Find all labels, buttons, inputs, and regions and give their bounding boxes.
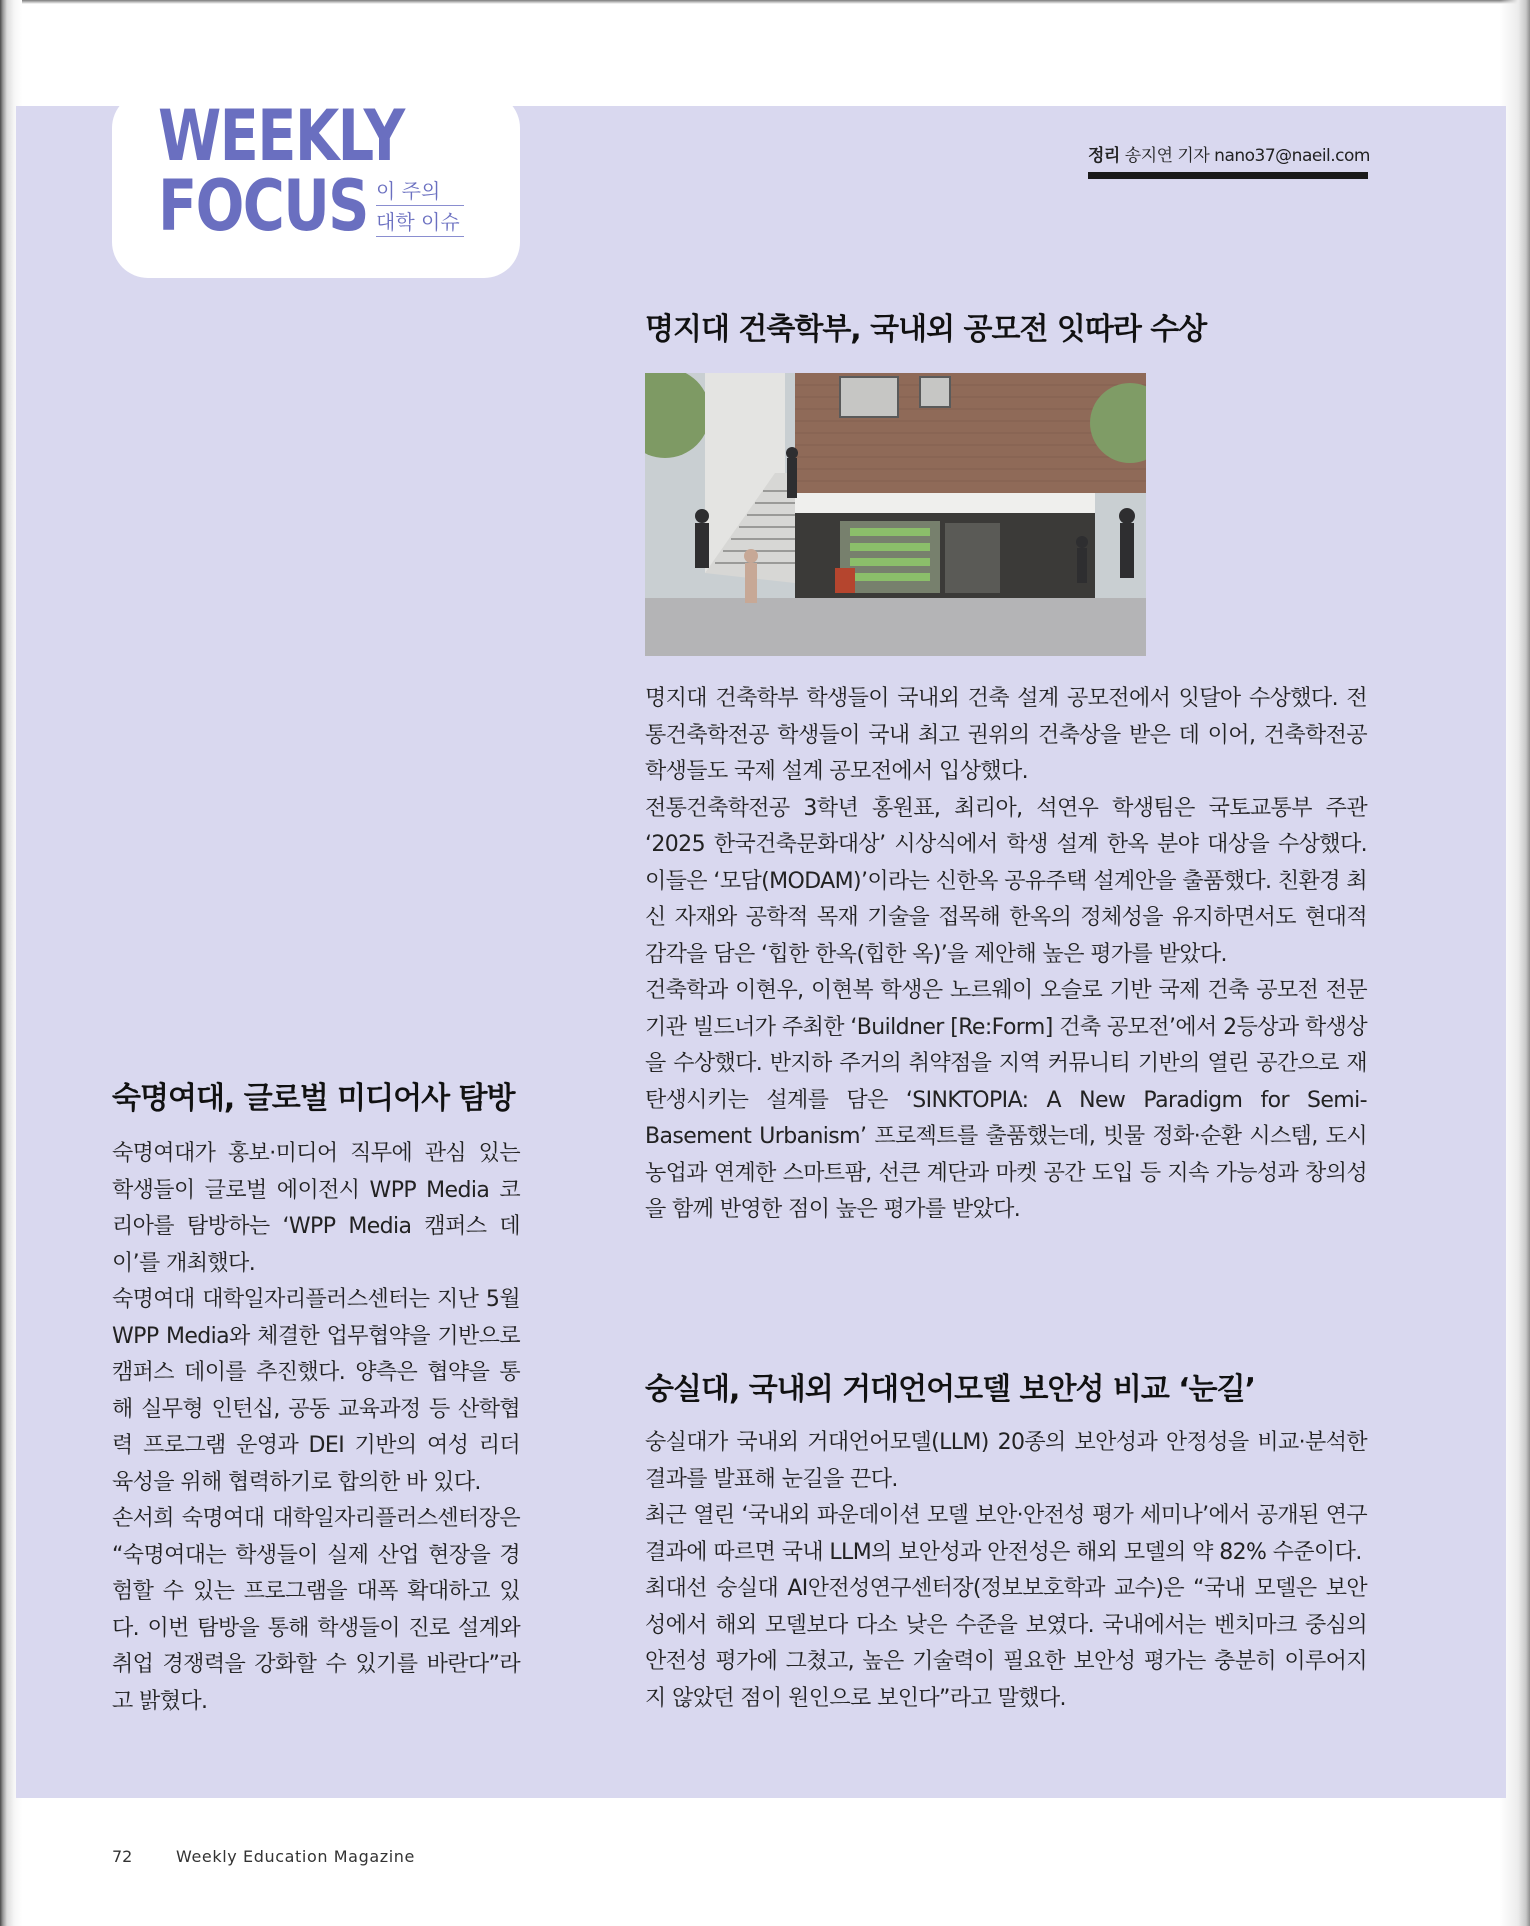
logo-subtitle-line2: 대학 이슈 <box>376 209 464 237</box>
paragraph: 숭실대가 국내외 거대언어모델(LLM) 20종의 보안성과 안정성을 비교·분석한 결과를 발표해 눈길을 끈다. <box>645 1430 1367 1492</box>
article-body-sookmyung <box>112 1136 520 1720</box>
paragraph: 숙명여대가 홍보·미디어 직무에 관심 있는 학생들이 글로벌 에이전시 WPP Media 코리아를 탐방하는 ‘WPP Media 캠퍼스 데이’를 개최했다. <box>112 1141 520 1276</box>
building-illustration <box>645 373 1146 656</box>
headline-myongji: 명지대 건축학부, 국내외 공모전 잇따라 수상 <box>645 312 1207 347</box>
byline-label: 정리 <box>1088 146 1120 166</box>
paragraph: 최대선 숭실대 AI안전성연구센터장(정보보호학과 교수)은 “국내 모델은 보안성에서 해외 모델보다 다소 낮은 수준을 보였다. 국내에서는 벤치마크 중심의 안전성 평가에 그쳤고, 높은 기술력이 필요한 보안성 평가는 충분히 이루어지지 않았던 점이 원인으로 보인다”라고 말했다. <box>645 1576 1367 1711</box>
page-edge-top <box>0 0 1530 4</box>
magazine-name: Weekly Education Magazine <box>176 1847 415 1866</box>
paragraph: 숙명여대 대학일자리플러스센터는 지난 5월 WPP Media와 체결한 업무협약을 기반으로 캠퍼스 데이를 추진했다. 양측은 협약을 통해 실무형 인턴십, 공동 교육과정 등 산학협력 프로그램 운영과 DEI 기반의 여성 리더 육성을 위해 협력하기로 합의한 바 있다. <box>112 1287 520 1495</box>
logo-focus: FOCUS <box>158 165 368 247</box>
logo-subtitle-line1: 이 주의 <box>376 178 464 206</box>
byline-text: 송지연 기자 nano37@naeil.com <box>1124 146 1370 166</box>
byline <box>1088 141 1368 166</box>
paragraph: 손서희 숙명여대 대학일자리플러스센터장은 “숙명여대는 학생들이 실제 산업 현장을 경험할 수 있는 프로그램을 대폭 확대하고 있다. 이번 탐방을 통해 학생들이 진로 설계와 취업 경쟁력을 강화할 수 있기를 바란다”라고 밝혔다. <box>112 1506 520 1714</box>
headline-sookmyung: 숙명여대, 글로벌 미디어사 탐방 <box>112 1081 515 1116</box>
paragraph: 명지대 건축학부 학생들이 국내외 건축 설계 공모전에서 잇달아 수상했다. 전통건축학전공 학생들이 국내 최고 권위의 건축상을 받은 데 이어, 건축학전공 학생들도 국제 설계 공모전에서 입상했다. <box>645 686 1367 784</box>
paragraph: 건축학과 이현우, 이현복 학생은 노르웨이 오슬로 기반 국제 건축 공모전 전문 기관 빌드너가 주최한 ‘Buildner [Re:Form] 건축 공모전’에서 2등상과 학생상을 수상했다. 반지하 주거의 취약점을 지역 커뮤니티 기반의 열린 공간으로 재탄생시키는 설계를 담은 ‘SINKTOPIA: A New Paradigm for Semi-Basement Urbanism’ 프로젝트를 출품했는데, 빗물 정화·순환 시스템, 도시농업과 연계한 스마트팜, 선큰 계단과 마켓 공간 도입 등 지속 가능성과 창의성을 함께 반영한 점이 높은 평가를 받았다. <box>645 978 1367 1222</box>
page-number: 72 <box>112 1847 133 1866</box>
article-photo-modam <box>645 373 1146 656</box>
byline-rule <box>1088 172 1368 179</box>
paragraph: 전통건축학전공 3학년 홍원표, 최리아, 석연우 학생팀은 국토교통부 주관 ‘2025 한국건축문화대상’ 시상식에서 학생 설계 한옥 분야 대상을 수상했다. 이들은 ‘모담(MODAM)’이라는 신한옥 공유주택 설계안을 출품했다. 친환경 최신 자재와 공학적 목재 기술을 접목해 한옥의 정체성을 유지하면서도 현대적 감각을 담은 ‘힙한 한옥(힙한 옥)’을 제안해 높은 평가를 받았다. <box>645 795 1367 967</box>
logo-weekly: WEEKLY <box>158 95 404 177</box>
article-body-soongsil <box>645 1425 1367 1717</box>
paragraph: 최근 열린 ‘국내외 파운데이션 모델 보안·안전성 평가 세미나’에서 공개된 연구 결과에 따르면 국내 LLM의 보안성과 안전성은 해외 모델의 약 82% 수준이다. <box>645 1503 1367 1565</box>
headline-soongsil: 숭실대, 국내외 거대언어모델 보안성 비교 ‘눈길’ <box>645 1372 1256 1407</box>
article-body-myongji <box>645 681 1367 1229</box>
